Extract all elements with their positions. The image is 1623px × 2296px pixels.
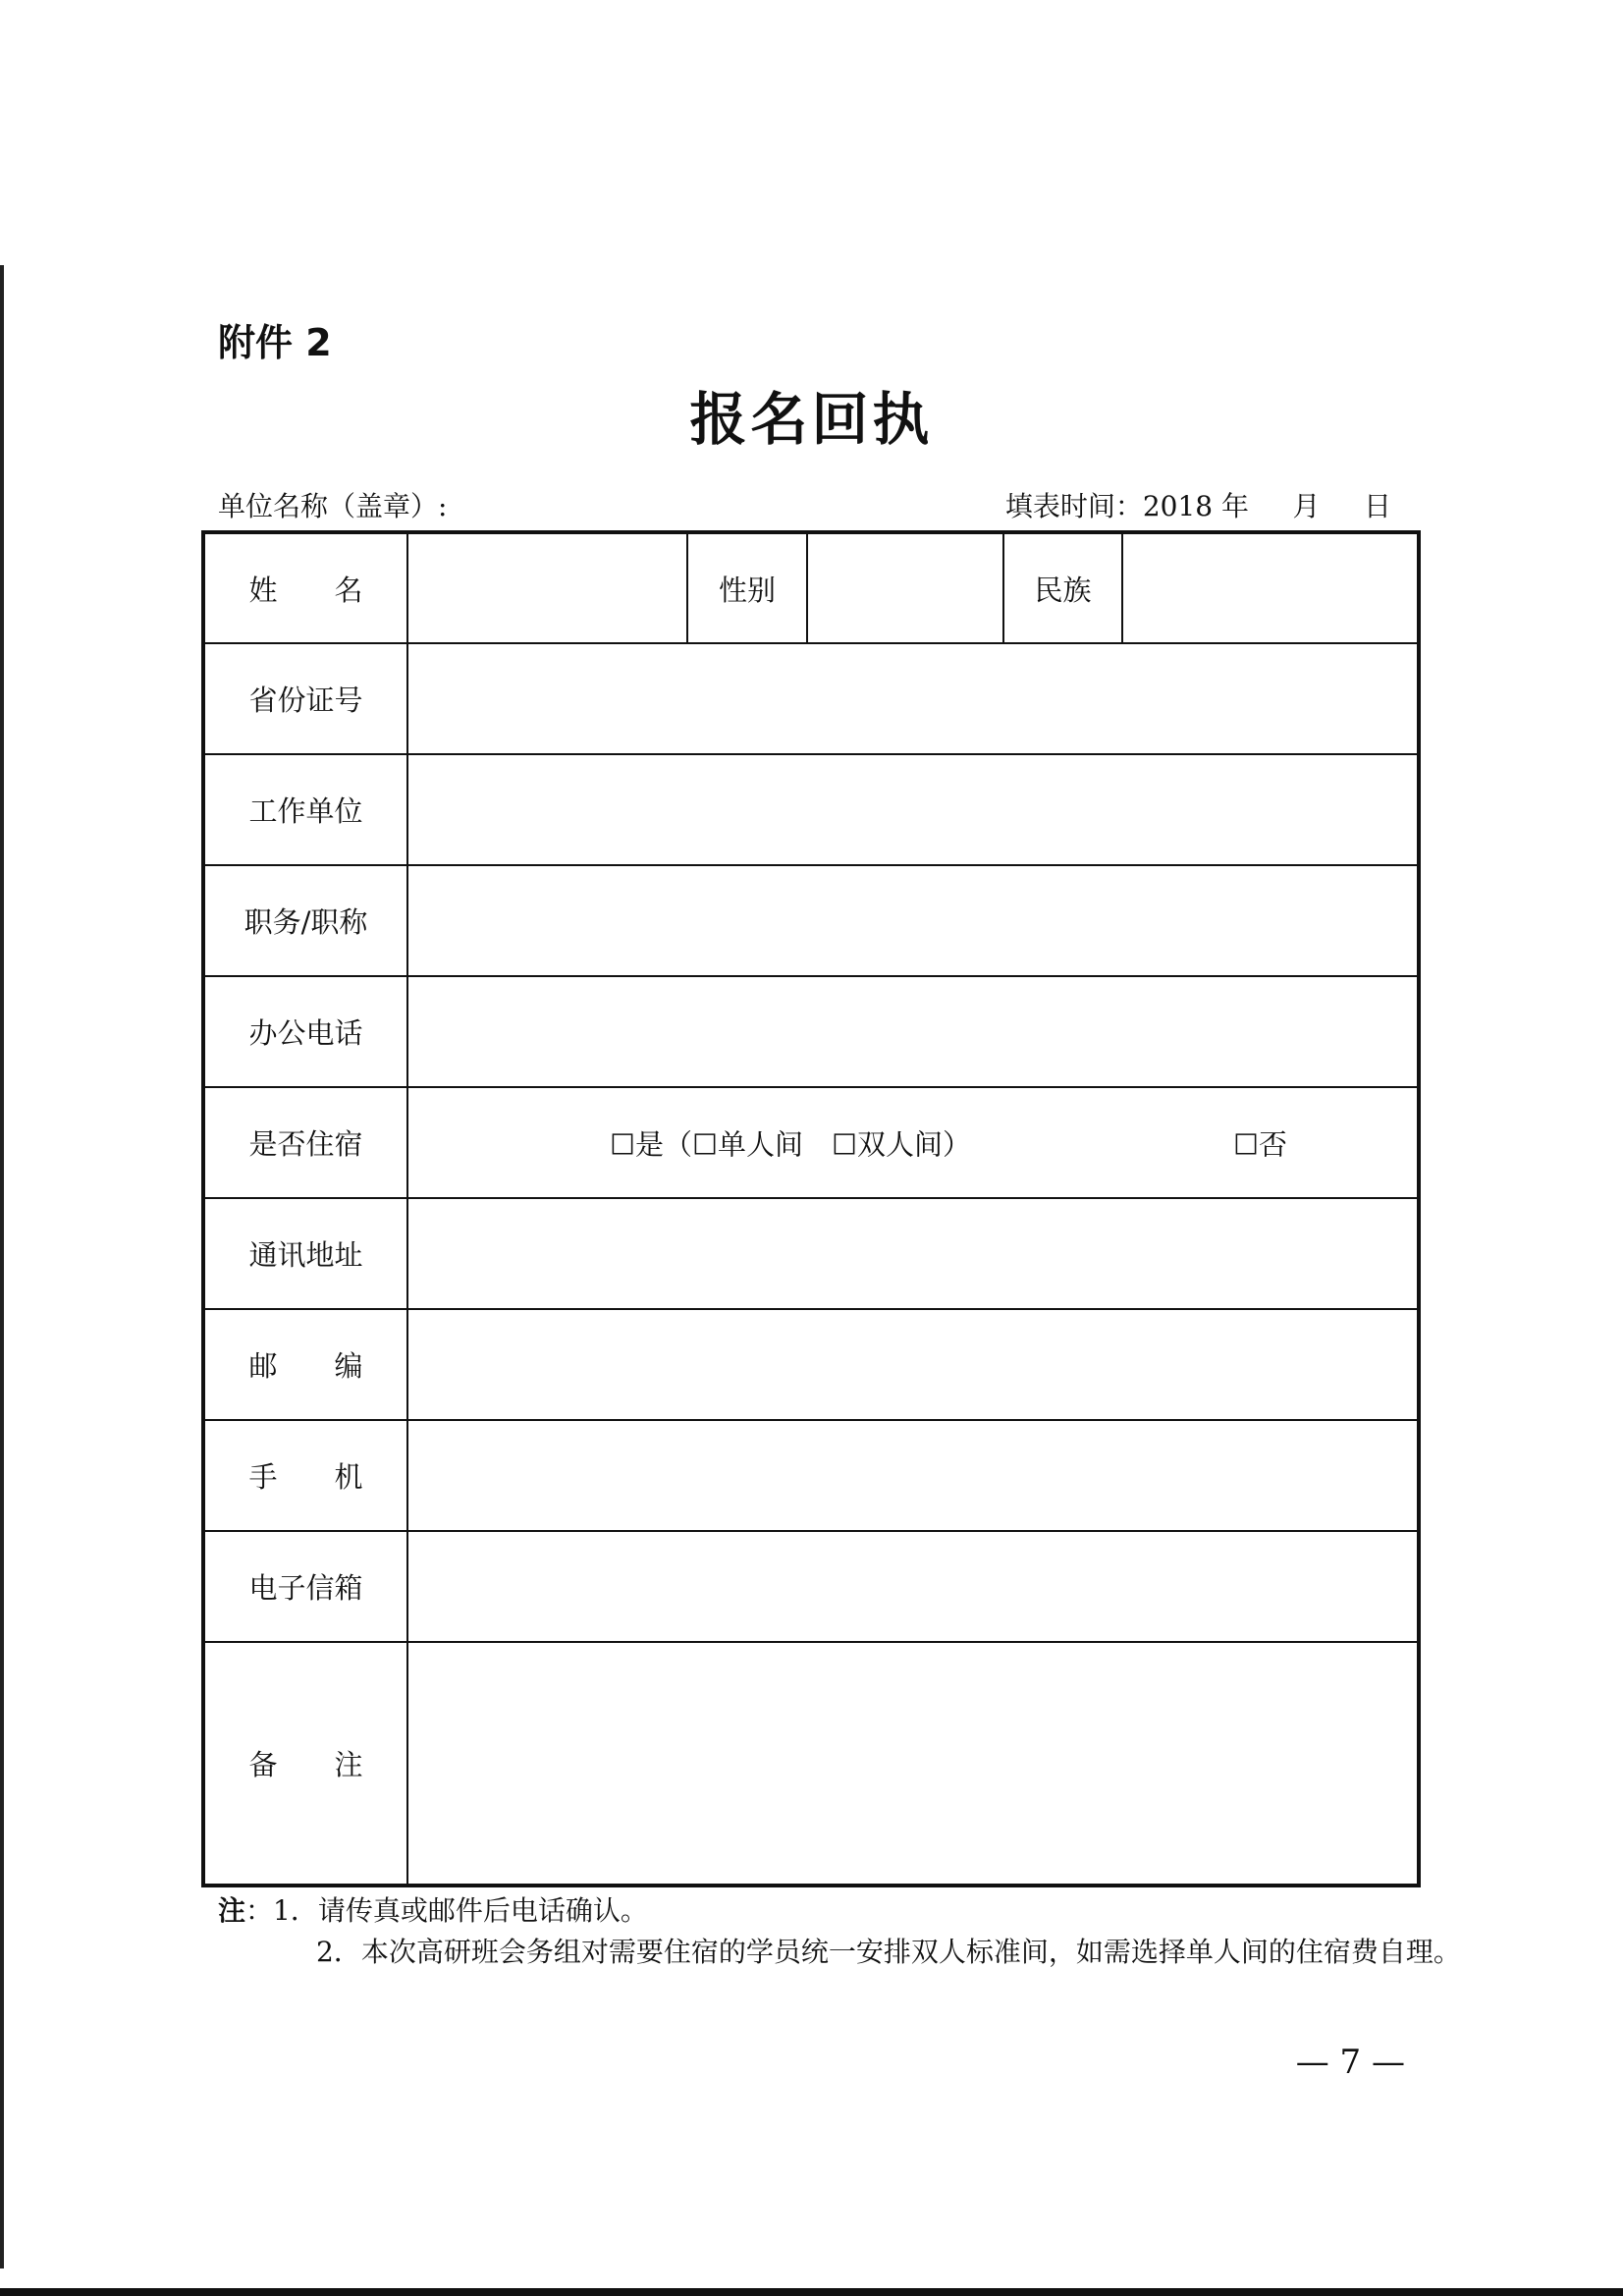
row-id-number — [203, 643, 1419, 754]
id-number-label: 省份证号 — [203, 643, 407, 754]
attachment-label: 附件 2 — [218, 321, 332, 364]
gender-label: 性别 — [687, 532, 807, 643]
mobile-field[interactable] — [407, 1420, 1419, 1531]
office-phone-label: 办公电话 — [203, 976, 407, 1087]
email-field[interactable] — [407, 1531, 1419, 1642]
scan-edge-left — [0, 265, 4, 2269]
note-line-1 — [218, 1890, 1461, 1932]
id-number-field[interactable] — [407, 643, 1419, 754]
row-lodging — [203, 1087, 1419, 1198]
row-email — [203, 1531, 1419, 1642]
page-title: 报名回执 — [689, 386, 934, 453]
note-line-2: 2．本次高研班会务组对需要住宿的学员统一安排双人标准间，如需选择单人间的住宿费自理。 — [316, 1936, 1461, 1968]
notes-heading: 注 — [218, 1894, 246, 1927]
row-position — [203, 865, 1419, 976]
position-field[interactable] — [407, 865, 1419, 976]
name-label: 姓 名 — [203, 532, 407, 643]
address-label: 通讯地址 — [203, 1198, 407, 1309]
office-phone-field[interactable] — [407, 976, 1419, 1087]
notes-block — [218, 1890, 1461, 1973]
page-number: — 7 — — [1295, 2043, 1405, 2082]
ethnicity-label: 民族 — [1003, 532, 1122, 643]
lodging-label: 是否住宿 — [203, 1087, 407, 1198]
mobile-label: 手 机 — [203, 1420, 407, 1531]
address-field[interactable] — [407, 1198, 1419, 1309]
unit-name-label: 单位名称（盖章）: — [218, 490, 448, 522]
email-label: 电子信箱 — [203, 1531, 407, 1642]
name-field[interactable] — [407, 532, 687, 643]
remarks-field[interactable] — [407, 1642, 1419, 1886]
lodging-options-cell — [407, 1087, 1419, 1198]
fill-date-label: 填表时间：2018 年 月 日 — [1004, 490, 1391, 522]
lodging-yes-checkbox-group[interactable]: ☐是（☐单人间 ☐双人间） — [610, 1127, 971, 1161]
postcode-field[interactable] — [407, 1309, 1419, 1420]
work-unit-field[interactable] — [407, 754, 1419, 865]
row-postcode — [203, 1309, 1419, 1420]
gender-field[interactable] — [807, 532, 1003, 643]
scan-edge-bottom — [0, 2288, 1623, 2296]
row-name — [203, 532, 1419, 643]
row-office-phone — [203, 976, 1419, 1087]
postcode-label: 邮 编 — [203, 1309, 407, 1420]
remarks-label: 备 注 — [203, 1642, 407, 1886]
row-remarks — [203, 1642, 1419, 1886]
note-1-text: ：1．请传真或邮件后电话确认。 — [245, 1894, 648, 1927]
row-work-unit — [203, 754, 1419, 865]
row-address — [203, 1198, 1419, 1309]
position-label: 职务/职称 — [203, 865, 407, 976]
lodging-no-checkbox[interactable]: ☐否 — [1233, 1127, 1287, 1161]
work-unit-label: 工作单位 — [203, 754, 407, 865]
registration-form-table — [201, 530, 1421, 1887]
row-mobile — [203, 1420, 1419, 1531]
ethnicity-field[interactable] — [1122, 532, 1419, 643]
